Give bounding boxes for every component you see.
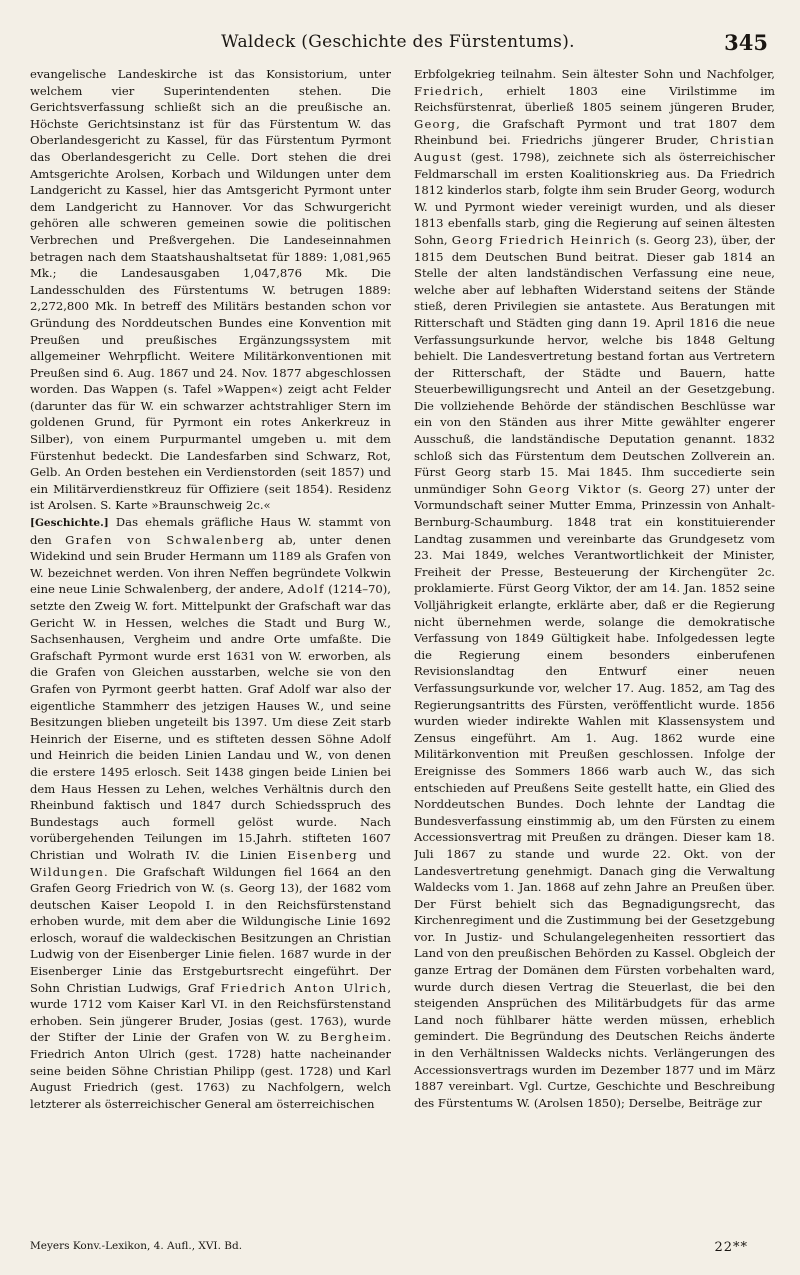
text-columns — [30, 66, 775, 1226]
emphasis-text: Christian August — [414, 133, 775, 164]
emphasis-text: Grafen von Schwalenberg — [65, 532, 265, 547]
footer-publication: Meyers Konv.-Lexikon, 4. Aufl., XVI. Bd. — [30, 1240, 243, 1252]
running-title: Waldeck (Geschichte des Fürstentums). — [221, 32, 575, 52]
page-header — [28, 30, 768, 58]
page-footer — [30, 1240, 768, 1260]
paragraph-government: evangelische Landeskirche ist das Konsistorium, unter welchem vier Superintendenten stehen. Die Gerichtsverfassung schließt sich an die preußische an. Höchste Gerichtsinstanz ist für das Fürstentum W. das Oberlandesgericht zu Kassel, für das Fürstentum Pyrmont das Oberlandesgericht zu Celle. Dort stehen die drei Amtsgerichte Arolsen, Korbach und Wildungen unter dem Landgericht zu Kassel, hier das Amtsgericht Pyrmont unter dem Landgericht zu Hannover. Vor das Schwurgericht gehören alle schweren gemeinen sowie die politischen Verbrechen und Preßvergehen. Die Landeseinnahmen betragen nach dem Staatshaushaltsetat für 1889: 1,081,965 Mk.; die Landesausgaben 1,047,876 Mk. Die Landesschulden des Fürstentums W. betrugen 1889: 2,272,800 Mk. In betreff des Militärs bestanden schon vor Gründung des Norddeutschen Bundes eine Konvention mit Preußen und preußisches Ergänzungssystem mit allgemeiner Wehrpflicht. Weitere Militärkonventionen mit Preußen sind 6. Aug. 1867 und 24. Nov. 1877 abgeschlossen worden. Das Wappen (s. Tafel »Wappen«) zeigt acht Felder (darunter das für W. ein schwarzer achtstrahliger Stern im goldenen Grund, für Pyrmont ein rotes Ankerkreuz in Silber), von einem Purpurmantel umgeben u. mit dem Fürstenhut bedeckt. Die Landesfarben sind Schwarz, Rot, Gelb. An Orden bestehen ein Verdienstorden (seit 1857) und ein Militärverdienstkreuz für Offiziere (seit 1854). Residenz ist Arolsen. S. Karte »Braunschweig 2c.« — [30, 67, 391, 513]
emphasis-text: Georg Viktor — [528, 481, 622, 496]
paragraph-history: [Geschichte.] Das ehemals gräfliche Haus W. stammt von den Grafen von Schwalenberg ab, unter denen Widekind und sein Bruder Hermann um 1189 als Grafen von W. bezeichnet werden. Von ihren Neffen begründete Volkwin eine neue Linie Schwalenberg, der andere, Adolf (1214–70), setzte den Zweig W. fort. Mittelpunkt der Grafschaft war das Gericht W. in Hessen, welches die Stadt und Burg W., Sachsenhausen, Vergheim und andre Orte umfaßte. Die Grafschaft Pyrmont wurde erst 1631 von W. erworben, als die Grafen von Gleichen ausstarben, welche sie von den Grafen von Pyrmont geerbt hatten. Graf Adolf war also der eigentliche Stammherr des jetzigen Hauses W., und seine Besitzungen blieben ungeteilt bis 1397. Um diese Zeit starb Heinrich der Eiserne, und es stifteten dessen Söhne Adolf und Heinrich die beiden Linien Landau und W., von denen die erstere 1495 erlosch. Seit 1438 gingen beide Linien bei dem Haus Hessen zu Lehen, welches Verhältnis durch den Rheinbund faktisch und 1847 durch Schiedsspruch des Bundestags auch formell gelöst wurde. Nach vorübergehenden Teilungen im 15.Jahrh. stifteten 1607 Christian und Wolrath IV. die Linien Eisenberg und Wildungen. Die Grafschaft Wildungen fiel 1664 an den Grafen Georg Friedrich von W. (s. Georg 13), der 1682 vom deutschen Kaiser Leopold I. in den Reichsfürstenstand erhoben wurde, mit dem aber die Wildungische Linie 1692 erlosch, worauf die waldeckischen Besitzungen an Christian Ludwig von der Eisenberger Linie fielen. 1687 wurde in der Eisenberger Linie das Erstgeburtsrecht eingeführt. Der Sohn Christian Ludwigs, Graf Friedrich Anton Ulrich, wurde 1712 vom Kaiser Karl VI. in den Reichsfürstenstand erhoben. Sein jüngerer Bruder, Josias (gest. 1763), wurde der Stifter der Linie der Grafen von W. zu Bergheim. Friedrich Anton Ulrich (gest. 1728) hatte nacheinander seine beiden Söhne Christian Philipp (gest. 1728) und Karl August Friedrich (gest. 1763) zu Nachfolgern, welch letzterer als österreichischer General am österreichischen — [30, 515, 391, 1111]
emphasis-text: Georg Friedrich Heinrich — [451, 232, 632, 247]
emphasis-text: Adolf — [287, 582, 325, 597]
right-column — [414, 66, 775, 1226]
section-marker-history: [Geschichte.] — [30, 517, 109, 530]
emphasis-text: Eisenberg — [287, 847, 358, 862]
emphasis-text: Georg — [414, 116, 457, 131]
left-column — [30, 66, 391, 1226]
emphasis-text: Bergheim — [320, 1030, 388, 1045]
emphasis-text: Friedrich Anton Ulrich — [220, 980, 388, 995]
signature-mark: 22** — [714, 1240, 748, 1255]
paragraph-history-continued: Erbfolgekrieg teilnahm. Sein ältester Sohn und Nachfolger, Friedrich, erhielt 1803 eine Virilstimme im Reichsfürstenrat, überließ 1805 seinem jüngeren Bruder, Georg, die Grafschaft Pyrmont und trat 1807 dem Rheinbund bei. Friedrichs jüngerer Bruder, Christian August (gest. 1798), zeichnete sich als österreichischer Feldmarschall im ersten Koalitionskrieg aus. Da Friedrich 1812 kinderlos starb, folgte ihm sein Bruder Georg, wodurch W. und Pyrmont wieder vereinigt wurden, und als dieser 1813 ebenfalls starb, ging die Regierung auf seinen ältesten Sohn, Georg Friedrich Heinrich (s. Georg 23), über, der 1815 dem Deutschen Bund beitrat. Dieser gab 1814 an Stelle der alten landständischen Verfassung eine neue, welche aber auf lebhaften Widerstand seitens der Stände stieß, deren Privilegien sie antastete. Aus Beratungen mit Ritterschaft und Städten ging dann 19. April 1816 die neue Verfassungsurkunde hervor, welche bis 1848 Geltung behielt. Die Landesvertretung bestand fortan aus Vertretern der Ritterschaft, der Städte und Bauern, hatte Steuerbewilligungsrecht und Anteil an der Gesetzgebung. Die vollziehende Behörde der ständischen Beschlüsse war ein von den Ständen aus ihrer Mitte gewählter engerer Ausschuß, die landständische Deputation genannt. 1832 schloß sich das Fürstentum dem Deutschen Zollverein an. Fürst Georg starb 15. Mai 1845. Ihm succedierte sein unmündiger Sohn Georg Viktor (s. Georg 27) unter der Vormundschaft seiner Mutter Emma, Prinzessin von Anhalt-Bernburg-Schaumburg. 1848 trat ein konstituierender Landtag zusammen und vereinbarte das Grundgesetz vom 23. Mai 1849, welches Verantwortlichkeit der Minister, Freiheit der Presse, Besteuerung der Kirchengüter 2c. proklamierte. Fürst Georg Viktor, der am 14. Jan. 1852 seine Volljährigkeit erlangte, erklärte aber, daß er die Regierung nicht übernehmen werde, solange die demokratische Verfassung von 1849 Gültigkeit habe. Infolgedessen legte die Regierung einem besonders einberufenen Revisionslandtag den Entwurf einer neuen Verfassungsurkunde vor, welcher 17. Aug. 1852, am Tag des Regierungsantritts des Fürsten, veröffentlicht wurde. 1856 wurden wieder indirekte Wahlen mit Klassensystem und Zensus eingeführt. Am 1. Aug. 1862 wurde eine Militärkonvention mit Preußen geschlossen. Infolge der Ereignisse des Sommers 1866 warb auch W., das sich entschieden auf Preußens Seite gestellt hatte, ein Glied des Norddeutschen Bundes. Doch lehnte der Landtag die Bundesverfassung einstimmig ab, um den Fürsten zu einem Accessionsvertrag mit Preußen zu drängen. Dieser kam 18. Juli 1867 zu stande und wurde 22. Okt. von der Landesvertretung genehmigt. Danach ging die Verwaltung Waldecks vom 1. Jan. 1868 auf zehn Jahre an Preußen über. Der Fürst behielt sich das Begnadigungsrecht, das Kirchenregiment und die Zustimmung bei der Gesetzgebung vor. In Justiz- und Schulangelegenheiten ressortiert das Land von den preußischen Behörden zu Kassel. Obgleich der ganze Ertrag der Domänen dem Fürsten vorbehalten ward, wurde durch diesen Vertrag die Steuerlast, die bei den steigenden Ansprüchen des Militärbudgets für das arme Land noch fühlbarer hätte werden müssen, erheblich gemindert. Die Begründung des Deutschen Reichs änderte in den Verhältnissen Waldecks nichts. Verlängerungen des Accessionsvertrags wurden im Dezember 1877 und im März 1887 vereinbart. Vgl. Curtze, Geschichte und Beschreibung des Fürstentums W. (Arolsen 1850); Derselbe, Beiträge zur — [414, 67, 775, 1110]
emphasis-text: Friedrich — [414, 83, 480, 98]
page-number: 345 — [724, 30, 768, 55]
emphasis-text: Wildungen — [30, 864, 105, 879]
